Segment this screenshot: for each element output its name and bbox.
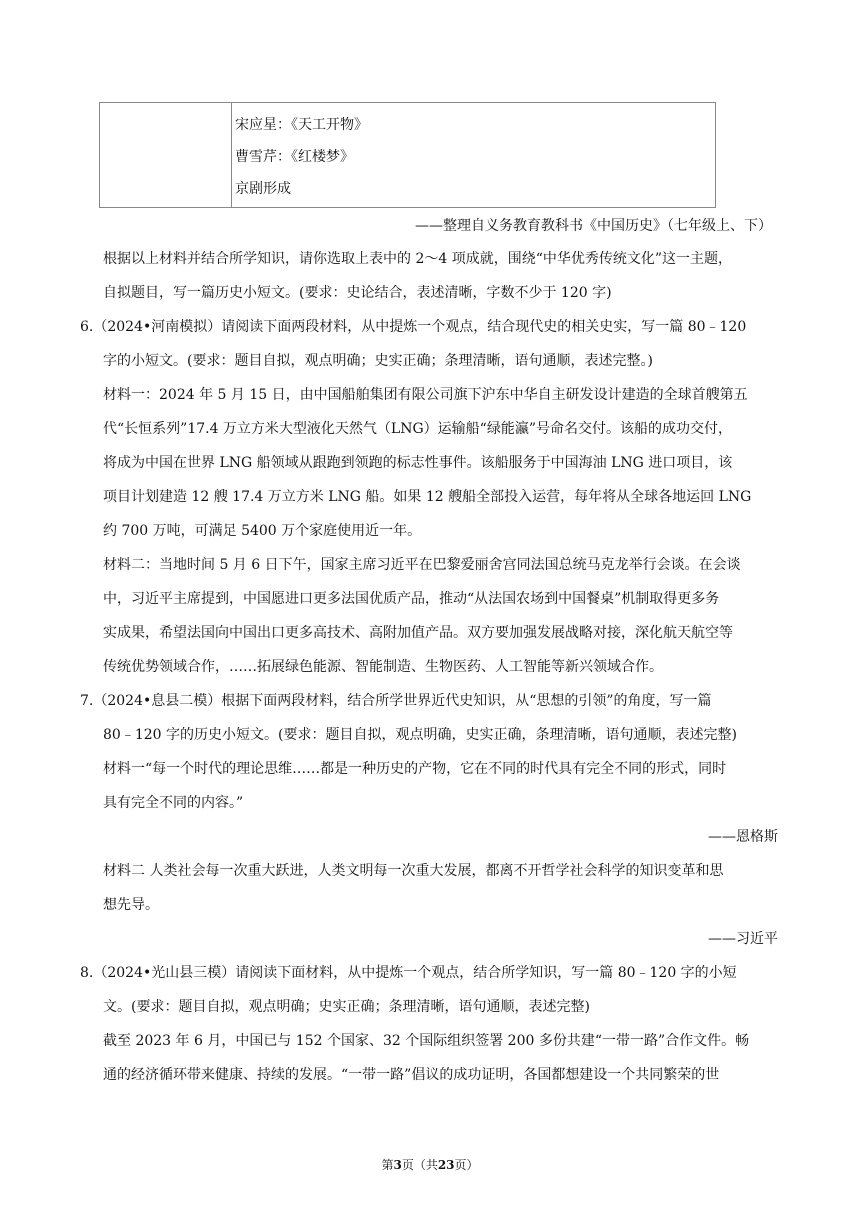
q8-material-line: 截至 2023 年 6 月，中国已与 152 个国家、32 个国际组织签署 200 多份共建“一带一路”合作文件。畅 [103, 1033, 750, 1049]
page-number: 3 [393, 1158, 402, 1172]
achievements-table [99, 102, 716, 208]
q6-material2-line: 实成果，希望法国向中国出口更多高技术、高附加值产品。双方要加强发展战略对接，深化航天航空等 [103, 625, 733, 641]
q6-material1-line: 约 700 万吨，可满足 5400 万个家庭使用近一年。 [103, 523, 422, 539]
q7-material2-line: 想先导。 [103, 897, 159, 913]
table-source: ——整理自义务教育教科书《中国历史》（七年级上、下） [415, 218, 772, 234]
q7-prompt-line: 7.（2024•息县二模）根据下面两段材料，结合所学世界近代史知识，从“思想的引领”的角度，写一篇 [80, 693, 712, 709]
q6-material1-line: 材料一：2024 年 5 月 15 日，由中国船舶集团有限公司旗下沪东中华自主研发设计建造的全球首艘第五 [103, 387, 748, 403]
q7-prompt-line: 80﹣120 字的历史小短文。(要求：题目自拟，观点明确，史实正确，条理清晰，语句通顺，表述完整) [103, 727, 737, 743]
q7-material1-line: 材料一“每一个时代的理论思维……都是一种历史的产物，它在不同的时代具有完全不同的形式，同时 [103, 761, 727, 777]
q7-material2-line: 材料二 人类社会每一次重大跃进，人类文明每一次重大发展，都离不开哲学社会科学的知识变革和思 [103, 863, 724, 879]
table-row: 宋应星：《天工开物》 [235, 117, 368, 133]
page-footer [0, 1157, 860, 1173]
total-pages: 23 [437, 1158, 455, 1172]
q5-task-line: 根据以上材料并结合所学知识，请你选取上表中的 2～4 项成就，围绕“中华优秀传统文化”这一主题， [103, 251, 733, 267]
table-row: 曹雪芹：《红楼梦》 [235, 149, 354, 165]
q6-prompt-line: 字的小短文。(要求：题目自拟，观点明确；史实正确；条理清晰，语句通顺，表述完整。) [103, 353, 653, 369]
footer-suffix: 页） [454, 1158, 479, 1172]
q6-material2-line: 中，习近平主席提到，中国愿进口更多法国优质产品，推动“从法国农场到中国餐桌”机制取得更多务 [103, 591, 720, 607]
q7-material1-source: ——恩格斯 [708, 829, 778, 845]
q6-material2-line: 传统优势领域合作，……拓展绿色能源、智能制造、生物医药、人工智能等新兴领域合作。 [103, 659, 663, 675]
q6-prompt-line: 6.（2024•河南模拟）请阅读下面两段材料，从中提炼一个观点，结合现代史的相关史实，写一篇 80﹣120 [80, 319, 747, 335]
q7-material2-source: ——习近平 [708, 931, 778, 947]
q6-material1-line: 将成为中国在世界 LNG 船领域从跟跑到领跑的标志性事件。该船服务于中国海油 LNG 进口项目，该 [103, 455, 733, 471]
table-right-cell [232, 103, 715, 207]
footer-middle: 页（共 [401, 1158, 438, 1172]
q7-material1-line: 具有完全不同的内容。” [103, 795, 244, 811]
table-left-cell [100, 103, 232, 207]
q6-material1-line: 项目计划建造 12 艘 17.4 万立方米 LNG 船。如果 12 艘船全部投入运营，每年将从全球各地运回 LNG [103, 489, 752, 505]
table-row: 京剧形成 [235, 181, 291, 197]
q8-prompt-line: 文。(要求：题目自拟，观点明确；史实正确；条理清晰，语句通顺，表述完整) [103, 999, 590, 1015]
q6-material1-line: 代“长恒系列”17.4 万立方米大型液化天然气（LNG）运输船“绿能瀛”号命名交付。该船的成功交付， [103, 421, 732, 437]
footer-prefix: 第 [381, 1158, 394, 1172]
q6-material2-line: 材料二：当地时间 5 月 6 日下午，国家主席习近平在巴黎爱丽舍宫同法国总统马克龙举行会谈。在会谈 [103, 557, 741, 573]
q8-prompt-line: 8.（2024•光山县三模）请阅读下面材料，从中提炼一个观点，结合所学知识，写一篇 80﹣120 字的小短 [80, 965, 737, 981]
q8-material-line: 通的经济循环带来健康、持续的发展。“一带一路”倡议的成功证明，各国都想建设一个共同繁荣的世 [103, 1067, 720, 1083]
q5-task-line: 自拟题目，写一篇历史小短文。(要求：史论结合，表述清晰，字数不少于 120 字) [103, 285, 612, 301]
